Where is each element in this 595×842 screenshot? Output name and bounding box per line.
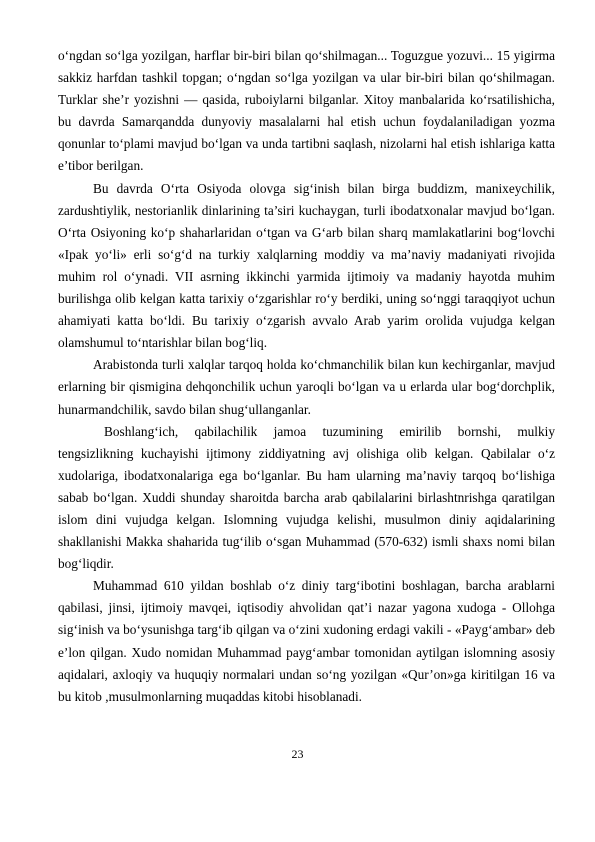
paragraph-2: Bu davrda O‘rta Osiyoda olovga sig‘inish bilan birga buddizm, manixeychilik, zardushtiylik, nestorianlik dinlarining ta’siri kuchaygan, turli ibodatxonalar mavjud bo‘lgan. O‘rta Osiyoning ko‘p shaharlaridan o‘tgan va G‘arb bilan sharq mamlakatlarini bog‘lovchi «Ipak yo‘li» erli so‘g‘d na turkiy xalqlarning moddiy va ma’naviy madaniyati rivojida muhim rol o‘ynadi. VII asrning ikkinchi yarmida ijtimoiy va madaniy hayotda muhim burilishga olib kelgan katta tarixiy o‘zgarishlar ro‘y berdiki, uning so‘nggi taraqqiyot uchun ahamiyati katta bo‘ldi. Bu tarixiy o‘zgarish avvalo Arab yarim orolida vujudga kelgan olamshumul to‘ntarishlar bilan bog‘liq. bbox=[58, 180, 555, 351]
paragraph-3: Arabistonda turli xalqlar tarqoq holda ko‘chmanchilik bilan kun kechirganlar, mavjud erlarning bir qismigina dehqonchilik uchun yaroqli bo‘lgan va u erlarda ular bog‘dorchplik, hunarmandchilik, savdo bilan shug‘ullanganlar. bbox=[58, 357, 555, 417]
paragraph-4: Boshlang‘ich, qabilachilik jamoa tuzumining emirilib bornshi, mulkiy tengsizlikning kuchayishi ijtimony ziddiyatning avj olishiga olib kelgan. Qabilalar o‘z xudolariga, ibodatxonalariga ega bo‘lganlar. Bu ham ularning ma’naviy tarqoq bo‘lishiga sabab bo‘lgan. Xuddi shunday sharoitda barcha arab qabilalarini birlashtnrishga qaratilgan islom dini vujudga kelgan. Islomning vujudga kelishi, musulmon diniy aqidalarining shakllanishi Makka shaharida tug‘ilib o‘sgan Muhammad (570-632) ismli shaxs nomi bilan bog‘liqdir. bbox=[58, 423, 555, 572]
paragraph-5: Muhammad 610 yildan boshlab o‘z diniy targ‘ibotini boshlagan, barcha arablarni qabilasi, jinsi, ijtimoiy mavqei, iqtisodiy ahvolidan qat’i nazar yagona xudoga - Ollohga sig‘inish va bo‘ysunishga targ‘ib qilgan va o‘zini xudoning erdagi vakili - «Payg‘ambar» deb e’lon qilgan. Xudo nomidan Muhammad payg‘ambar tomonidan aytilgan islomning asosiy aqidalari, axloqiy va huquqiy normalari undan so‘ng yozilgan «Qur’on»ga kiritilgan 16 va bu kitob ,musulmonlarning muqaddas kitobi hisoblanadi. bbox=[58, 578, 555, 704]
document-body bbox=[58, 45, 555, 708]
page-number: 23 bbox=[291, 747, 304, 761]
paragraph-1: o‘ngdan so‘lga yozilgan, harflar bir-biri bilan qo‘shilmagan... Toguzgue yozuvi... 15 yigirma sakkiz harfdan tashkil topgan; o‘ngdan so‘lga yozilgan va ular bir-biri bilan qo‘shilmagan. Turklar she’r yozishni — qasida, ruboiylarni bilganlar. Xitoy manbalarida ko‘rsatilishicha, bu davrda Samarqandda dunyoviy masalalarni hal etish uchun foydalaniladigan yozma qonunlar to‘plami mavjud bo‘lgan va unda tartibni saqlash, nizolarni hal etish ishlariga katta e’tibor berilgan. bbox=[58, 48, 555, 174]
